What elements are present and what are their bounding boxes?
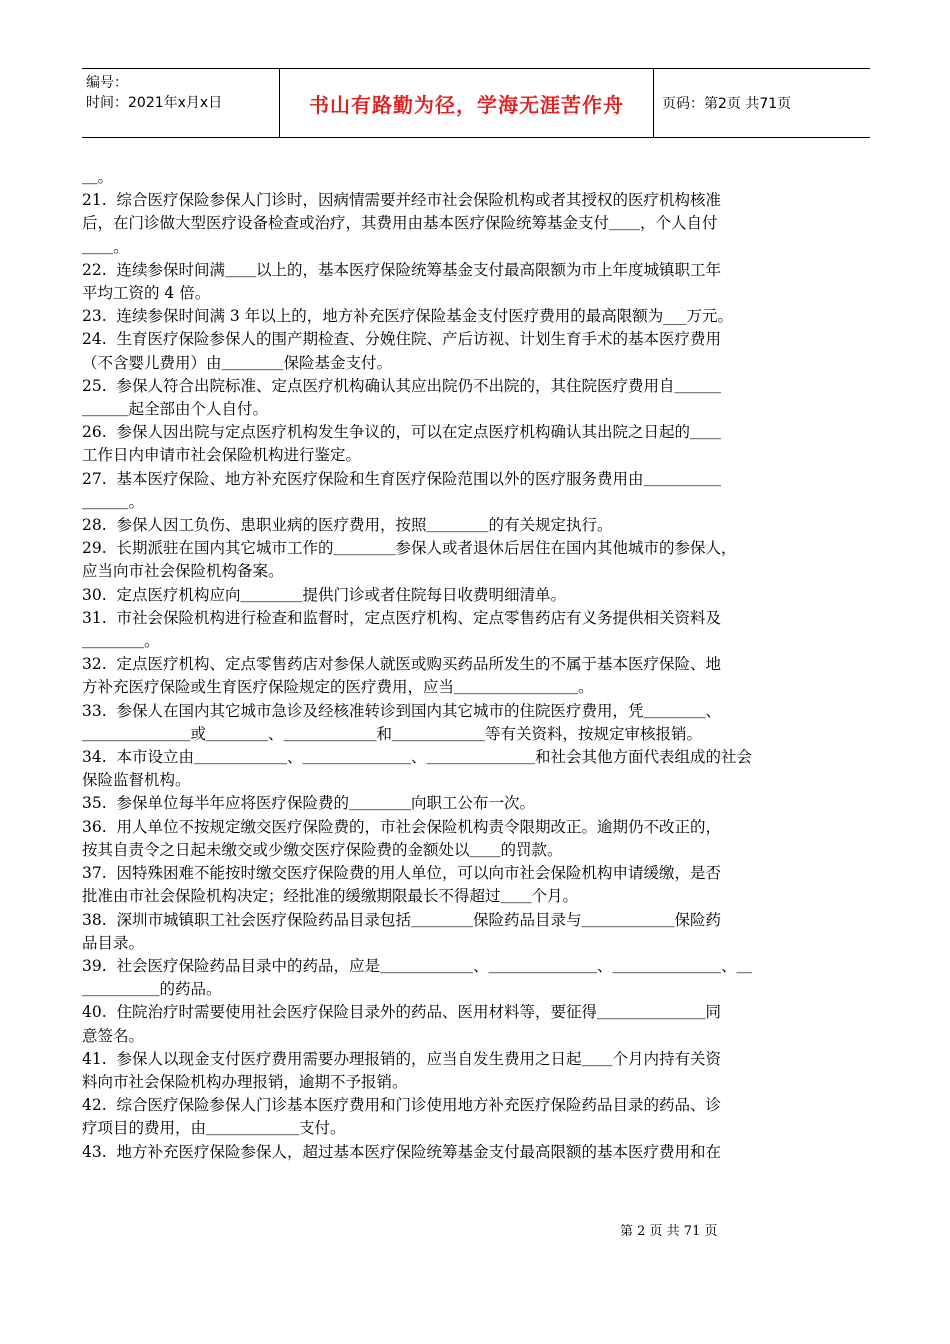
text-line: 疗项目的费用，由＿＿＿＿＿＿支付。 <box>82 1119 346 1138</box>
text-line: （不含婴儿费用）由＿＿＿＿保险基金支付。 <box>82 353 393 372</box>
text-line: ＿。 <box>82 168 114 186</box>
text-line: 36. 用人单位不按规定缴交医疗保险费的，市社会保险机构责令限期改正。逾期仍不改正的， <box>82 817 722 836</box>
text-line: 23. 连续参保时间满 3 年以上的，地方补充医疗保险基金支付医疗费用的最高限额为___万元。 <box>82 307 733 326</box>
header-page-info: 页码：第2页 共71页 <box>662 96 792 112</box>
text-line: 保险监督机构。 <box>82 771 191 790</box>
text-line: 意签名。 <box>82 1026 145 1045</box>
document-header <box>82 68 870 138</box>
text-line: 21. 综合医疗保险参保人门诊时，因病情需要并经市社会保险机构或者其授权的医疗机构核准 <box>82 191 722 210</box>
document-body <box>82 166 872 1164</box>
header-meta <box>82 69 280 137</box>
text-line: 29. 长期派驻在国内其它城市工作的＿＿＿＿参保人或者退休后居住在国内其他城市的参保人， <box>82 539 737 558</box>
time-label: 时间：2021年x月x日 <box>86 95 223 111</box>
text-line: 22. 连续参保时间满＿＿以上的，基本医疗保险统筹基金支付最高限额为市上年度城镇职工年 <box>82 260 722 279</box>
text-line: 40. 住院治疗时需要使用社会医疗保险目录外的药品、医用材料等，要征得＿＿＿＿＿＿＿同 <box>82 1003 722 1022</box>
text-line: 35. 参保单位每半年应将医疗保险费的＿＿＿＿向职工公布一次。 <box>82 794 536 813</box>
text-line: ＿＿＿＿＿＿＿或＿＿＿＿、＿＿＿＿＿＿和＿＿＿＿＿＿等有关资料，按规定审核报销。 <box>82 724 703 743</box>
header-motto: 书山有路勤为径，学海无涯苦作舟 <box>280 69 654 137</box>
text-line: 38. 深圳市城镇职工社会医疗保险药品目录包括＿＿＿＿保险药品目录与＿＿＿＿＿＿保险药 <box>82 910 722 929</box>
text-line: 28. 参保人因工负伤、患职业病的医疗费用，按照＿＿＿＿的有关规定执行。 <box>82 516 613 535</box>
text-line: ＿＿。 <box>82 237 129 256</box>
number-label: 编号： <box>86 75 128 91</box>
text-line: 39. 社会医疗保险药品目录中的药品，应是＿＿＿＿＿＿、＿＿＿＿＿＿＿、＿＿＿＿＿＿＿、＿ <box>82 956 753 975</box>
text-line: 37. 因特殊困难不能按时缴交医疗保险费的用人单位，可以向市社会保险机构申请缓缴，是否 <box>82 864 722 883</box>
text-line: 27. 基本医疗保险、地方补充医疗保险和生育医疗保险范围以外的医疗服务费用由＿＿＿＿＿ <box>82 469 722 488</box>
text-line: 34. 本市设立由＿＿＿＿＿＿、＿＿＿＿＿＿＿、＿＿＿＿＿＿＿和社会其他方面代表组成的社会 <box>82 748 753 767</box>
text-line: 33. 参保人在国内其它城市急诊及经核准转诊到国内其它城市的住院医疗费用，凭＿＿＿＿、 <box>82 701 722 720</box>
text-line: ＿＿＿。 <box>82 492 145 511</box>
text-line: 42. 综合医疗保险参保人门诊基本医疗费用和门诊使用地方补充医疗保险药品目录的药品、诊 <box>82 1096 722 1115</box>
text-line: 31. 市社会保险机构进行检查和监督时，定点医疗机构、定点零售药店有义务提供相关资料及 <box>82 608 722 627</box>
text-line: ＿＿＿起全部由个人自付。 <box>82 400 269 419</box>
text-line: 30. 定点医疗机构应向＿＿＿＿提供门诊或者住院每日收费明细清单。 <box>82 585 567 604</box>
text-line: 41. 参保人以现金支付医疗费用需要办理报销的，应当自发生费用之日起＿＿个月内持有关资 <box>82 1049 722 1068</box>
text-line: 工作日内申请市社会保险机构进行鉴定。 <box>82 446 362 465</box>
text-line: 按其自责令之日起未缴交或少缴交医疗保险费的金额处以＿＿的罚款。 <box>82 840 563 859</box>
text-line: 批准由市社会保险机构决定；经批准的缓缴期限最长不得超过＿＿个月。 <box>82 887 579 906</box>
text-line: 26. 参保人因出院与定点医疗机构发生争议的，可以在定点医疗机构确认其出院之日起的＿＿ <box>82 423 722 442</box>
text-line: 43. 地方补充医疗保险参保人，超过基本医疗保险统筹基金支付最高限额的基本医疗费用和在 <box>82 1142 722 1161</box>
text-line: ＿＿＿＿＿的药品。 <box>82 980 222 999</box>
text-line: 24. 生育医疗保险参保人的围产期检查、分娩住院、产后访视、计划生育手术的基本医疗费用 <box>82 330 722 349</box>
page-footer: 第 2 页 共 71 页 <box>620 1224 718 1239</box>
text-line: 料向市社会保险机构办理报销，逾期不予报销。 <box>82 1072 408 1091</box>
text-line: 应当向市社会保险机构备案。 <box>82 562 284 581</box>
text-line: 32. 定点医疗机构、定点零售药店对参保人就医或购买药品所发生的不属于基本医疗保险、地 <box>82 655 722 674</box>
text-line: 后，在门诊做大型医疗设备检查或治疗，其费用由基本医疗保险统筹基金支付＿＿，个人自付 <box>82 214 718 233</box>
text-line: 25. 参保人符合出院标准、定点医疗机构确认其应出院仍不出院的，其住院医疗费用自＿＿＿ <box>82 376 722 395</box>
text-line: 方补充医疗保险或生育医疗保险规定的医疗费用，应当＿＿＿＿＿＿＿＿。 <box>82 678 594 697</box>
text-line: 品目录。 <box>82 933 145 952</box>
text-line: ＿＿＿＿。 <box>82 632 160 651</box>
text-line: 平均工资的 4 倍。 <box>82 284 211 303</box>
